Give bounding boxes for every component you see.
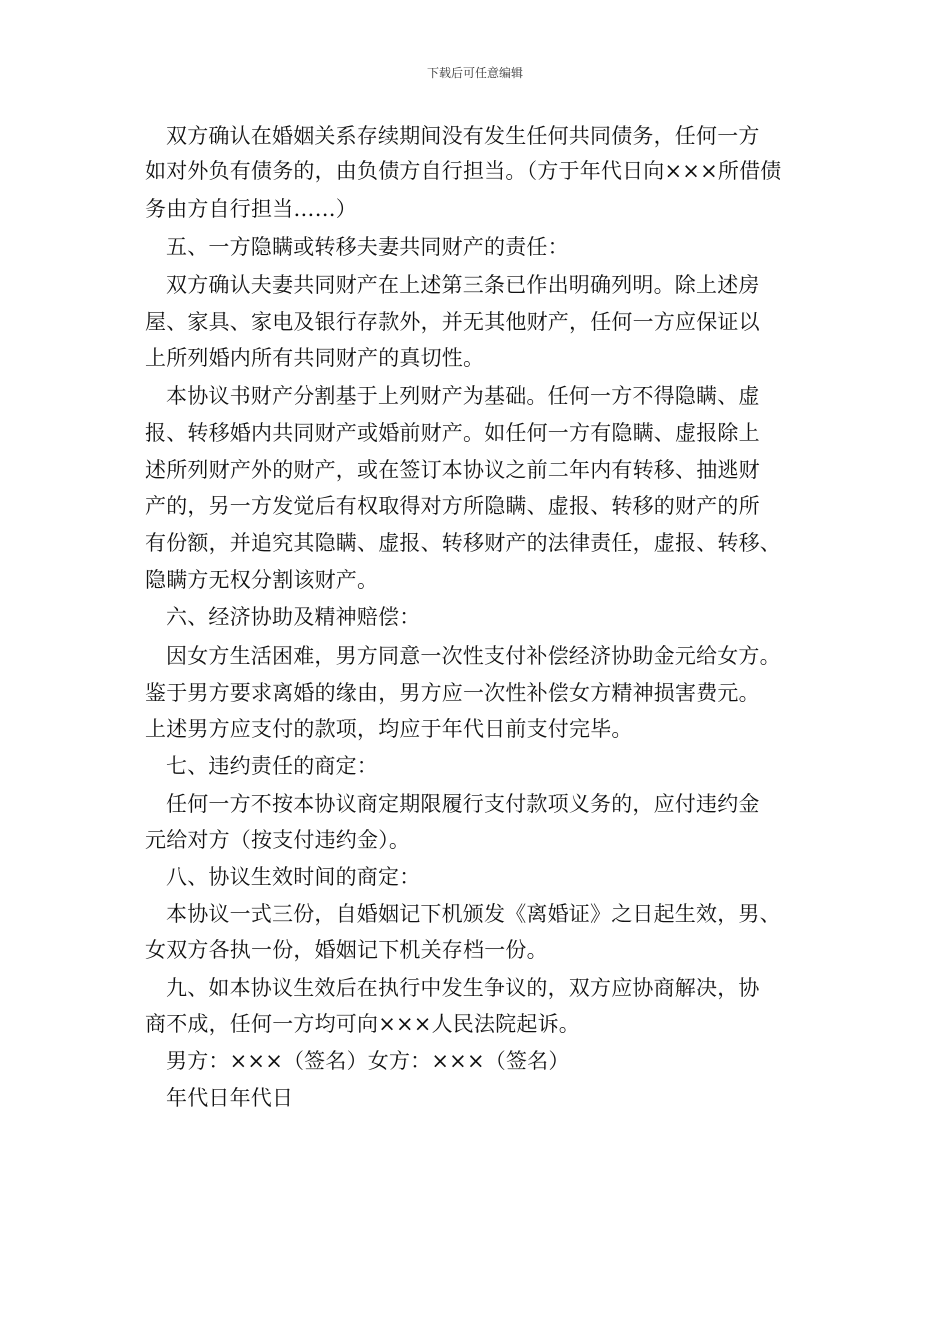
text-line: 屋、家具、家电及银行存款外，并无其他财产，任何一方应保证以 [145, 310, 760, 334]
text-line: 双方确认在婚姻关系存续期间没有发生任何共同债务，任何一方 [166, 124, 760, 148]
text-line: 因女方生活困难，男方同意一次性支付补偿经济协助金元给女方。 [166, 644, 781, 668]
text-line: 元给对方（按支付违约金）。 [145, 828, 411, 852]
signature-line: 男方：×××（签名）女方：×××（签名） [166, 1049, 570, 1073]
text-line: 报、转移婚内共同财产或婚前财产。如任何一方有隐瞒、虚报除上 [145, 421, 760, 445]
text-line: 如对外负有债务的，由负债方自行担当。（方于年代日向×××所借债 [145, 159, 782, 183]
text-line: 本协议一式三份，自婚姻记下机颁发《离婚证》之日起生效，男、 [166, 902, 781, 926]
text-line: 上所列婚内所有共同财产的真切性。 [145, 346, 485, 370]
text-line: 鉴于男方要求离婚的缘由，男方应一次性补偿女方精神损害费元。 [145, 681, 760, 705]
text-line: 上述男方应支付的款项，均应于年代日前支付完毕。 [145, 717, 633, 741]
page-header: 下载后可任意编辑 [426, 66, 523, 80]
section-heading: 九、如本协议生效后在执行中发生争议的，双方应协商解决，协 [166, 976, 760, 1000]
text-line: 务由方自行担当……） [145, 197, 357, 221]
section-heading: 七、违约责任的商定： [166, 754, 378, 778]
date-line: 年代日年代日 [166, 1086, 294, 1110]
text-line: 本协议书财产分割基于上列财产为基础。任何一方不得隐瞒、虚 [166, 384, 760, 408]
text-line: 有份额，并追究其隐瞒、虚报、转移财产的法律责任，虚报、转移、 [145, 531, 781, 555]
text-line: 双方确认夫妻共同财产在上述第三条已作出明确列明。除上述房 [166, 273, 760, 297]
text-line: 隐瞒方无权分割该财产。 [145, 568, 379, 592]
section-heading: 六、经济协助及精神赔偿： [166, 605, 421, 629]
section-heading: 八、协议生效时间的商定： [166, 865, 421, 889]
text-line: 述所列财产外的财产，或在签订本协议之前二年内有转移、抽逃财 [145, 458, 760, 482]
text-line: 商不成，任何一方均可向×××人民法院起诉。 [145, 1012, 580, 1036]
text-line: 女双方各执一份，婚姻记下机关存档一份。 [145, 938, 548, 962]
section-heading: 五、一方隐瞒或转移夫妻共同财产的责任： [166, 235, 569, 259]
text-line: 任何一方不按本协议商定期限履行支付款项义务的，应付违约金 [166, 792, 760, 816]
text-line: 产的，另一方发觉后有权取得对方所隐瞒、虚报、转移的财产的所 [145, 494, 760, 518]
